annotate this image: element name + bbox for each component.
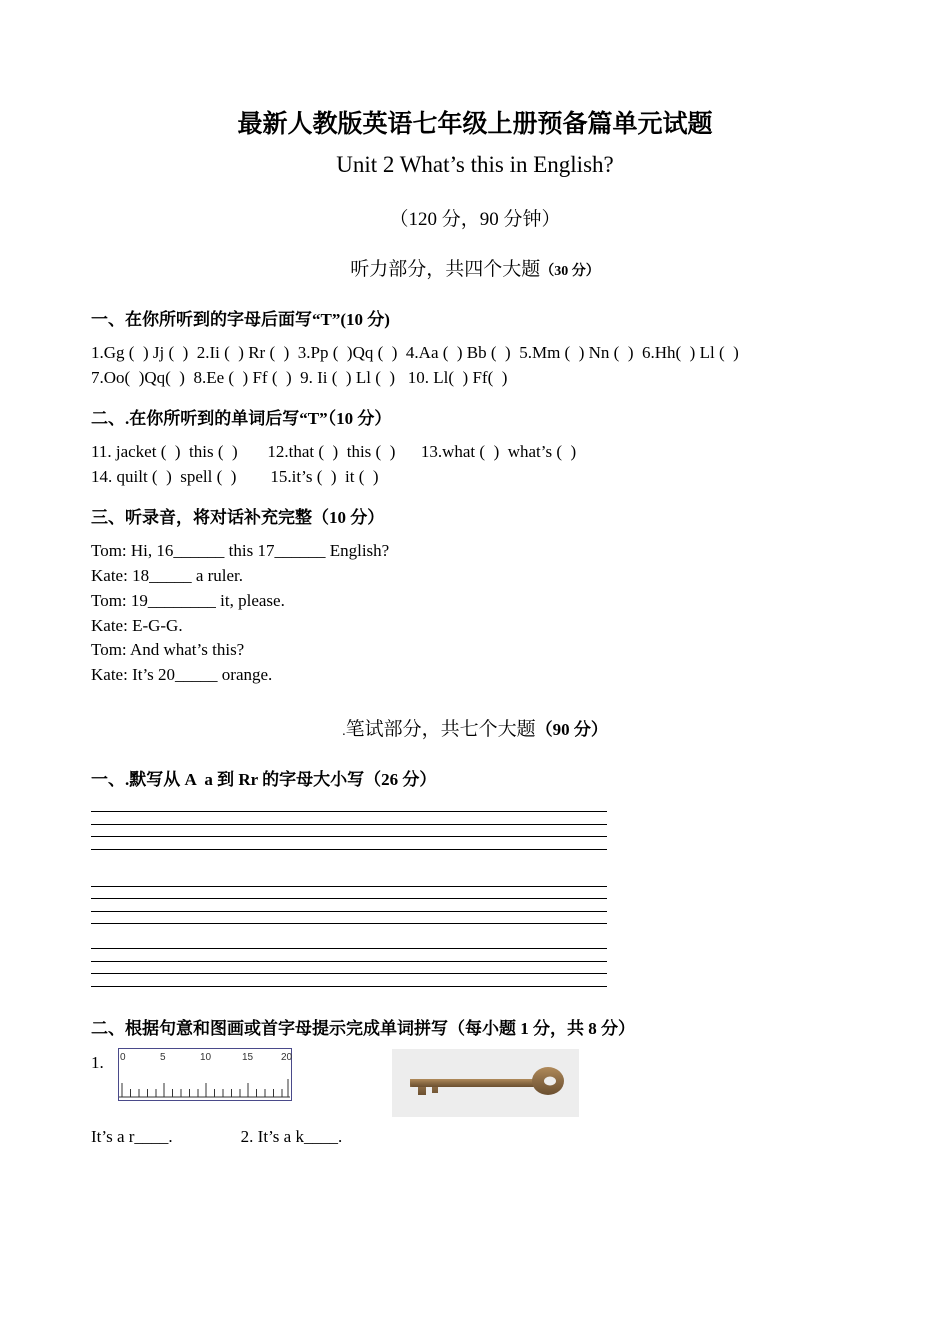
dialogue-line: Tom: Hi, 16______ this 17______ English? bbox=[91, 541, 390, 560]
written-heading-score: （90 分） bbox=[535, 720, 608, 739]
dialogue-line: Tom: And what’s this? bbox=[91, 640, 245, 659]
ruler-tick-label: 0 bbox=[120, 1052, 126, 1063]
item-1-number: 1. bbox=[91, 1053, 104, 1072]
dialogue-line: Kate: E-G-G. bbox=[91, 616, 183, 635]
listening-heading bbox=[0, 254, 950, 281]
writing-line bbox=[91, 886, 607, 887]
writing-line bbox=[91, 948, 607, 949]
ruler-tick-label: 5 bbox=[160, 1052, 166, 1063]
writing-line bbox=[91, 824, 607, 825]
writing-line bbox=[91, 898, 607, 899]
written-section-2-title: 二、根据句意和图画或首字母提示完成单词拼写（每小题 1 分，共 8 分） bbox=[91, 1019, 635, 1038]
score-time: （120 分，90 分钟） bbox=[389, 209, 561, 230]
page-title bbox=[0, 104, 950, 140]
item-answer-line: It’s a r____. 2. It’s a k____. bbox=[91, 1127, 343, 1146]
written-heading-dot: . bbox=[342, 724, 346, 739]
written-heading bbox=[0, 714, 950, 741]
writing-line bbox=[91, 973, 607, 974]
ruler-image bbox=[118, 1048, 292, 1101]
listening-section-3-title: 三、听录音，将对话补充完整（10 分） bbox=[91, 508, 385, 527]
written-heading-text: 笔试部分，共七个大题 bbox=[345, 719, 536, 740]
listening-heading-text: 听力部分，共四个大题 bbox=[350, 259, 541, 280]
writing-line bbox=[91, 836, 607, 837]
listening-section-2-line-2: 14. quilt ( ) spell ( ) 15.it’s ( ) it ( ) bbox=[91, 467, 379, 486]
dialogue-line: Kate: 18_____ a ruler. bbox=[91, 566, 244, 585]
ruler-tick-label: 20 bbox=[281, 1052, 293, 1063]
listening-heading-score: （30 分） bbox=[540, 264, 600, 279]
unit-subtitle: Unit 2 What’s this in English? bbox=[336, 152, 614, 177]
writing-line bbox=[91, 911, 607, 912]
key-image bbox=[392, 1049, 579, 1117]
listening-section-1-title: 一、在你所听到的字母后面写“T”(10 分) bbox=[91, 310, 390, 329]
title-rest: 人教版英语七年级上册预备篇单元试题 bbox=[287, 111, 713, 138]
listening-section-2-line-1: 11. jacket ( ) this ( ) 12.that ( ) this ( ) 13.what ( ) what’s ( ) bbox=[91, 442, 577, 461]
listening-section-1-line-2: 7.Oo( )Qq( ) 8.Ee ( ) Ff ( ) 9. Ii ( ) Ll ( ) 10. Ll( ) Ff( ) bbox=[91, 368, 508, 387]
writing-line bbox=[91, 849, 607, 850]
ruler-tick-label: 15 bbox=[242, 1052, 254, 1063]
writing-line bbox=[91, 923, 607, 924]
writing-line bbox=[91, 811, 607, 812]
writing-line bbox=[91, 961, 607, 962]
dialogue-line: Kate: It’s 20_____ orange. bbox=[91, 665, 273, 684]
writing-line bbox=[91, 986, 607, 987]
listening-section-2-title: 二、.在你所听到的单词后写“T”（10 分） bbox=[91, 409, 392, 428]
dialogue-line: Tom: 19________ it, please. bbox=[91, 591, 285, 610]
title-bold-prefix: 最新 bbox=[237, 111, 288, 138]
listening-section-1-line-1: 1.Gg ( ) Jj ( ) 2.Ii ( ) Rr ( ) 3.Pp ( )Qq ( ) 4.Aa ( ) Bb ( ) 5.Mm ( ) Nn ( ) 6.Hh( ) Ll ( ) bbox=[91, 343, 739, 362]
written-section-1-title: 一、.默写从 A a 到 Rr 的字母大小写（26 分） bbox=[91, 770, 437, 789]
ruler-tick-label: 10 bbox=[200, 1052, 212, 1063]
